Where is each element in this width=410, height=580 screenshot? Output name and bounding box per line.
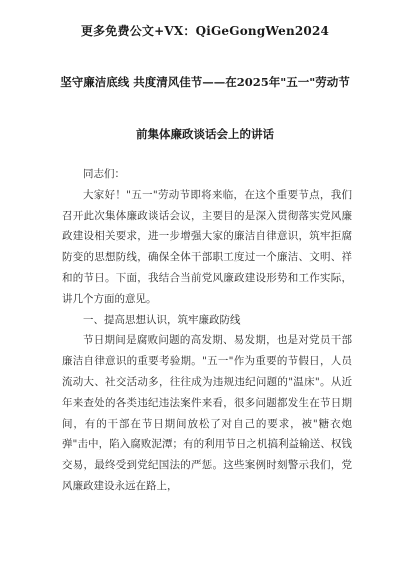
paragraph-intro: 大家好！"五一"劳动节即将来临，在这个重要节点，我们召开此次集体廉政谈话会议，主要目的是深入贯彻落实党风廉政建设相关要求，进一步增强大家的廉洁自律意识，筑牢拒腐防变的思想防线，确保全体干部职工度过一个廉洁、文明、祥和的节日。下面，我结合当前党风廉政建设形势和工作实际，讲几个方面的意见。 [62, 188, 352, 305]
watermark-text: 更多免费公文+VX：QiGeGongWen2024 [80, 24, 330, 38]
salutation: 同志们： [83, 168, 125, 180]
paragraph-section-1: 节日期间是腐败问题的高发期、易发期，也是对党员干部廉洁自律意识的重要考验期。"五一"作为重要的节假日，人员流动大、社交活动多，往往成为违规违纪问题的"温床"。从近年来查处的各类违纪违法案件来看，很多问题都发生在节日期间，有的干部在节日期间放松了对自己的要求，被"糖衣炮弹"击中，陷入腐败泥潭；有的利用节日之机搞利益输送、权钱交易，最终受到党纪国法的严惩。这些案例时刻警示我们，党风廉政建设永远在路上， [62, 334, 352, 492]
document-title-line-2: 前集体廉政谈话会上的讲话 [136, 127, 274, 141]
document-title-line-1: 坚守廉洁底线 共度清风佳节——在2025年"五一"劳动节 [60, 75, 350, 89]
section-heading-1: 一、提高思想认识，筑牢廉政防线 [83, 313, 241, 326]
document-body [62, 164, 352, 497]
